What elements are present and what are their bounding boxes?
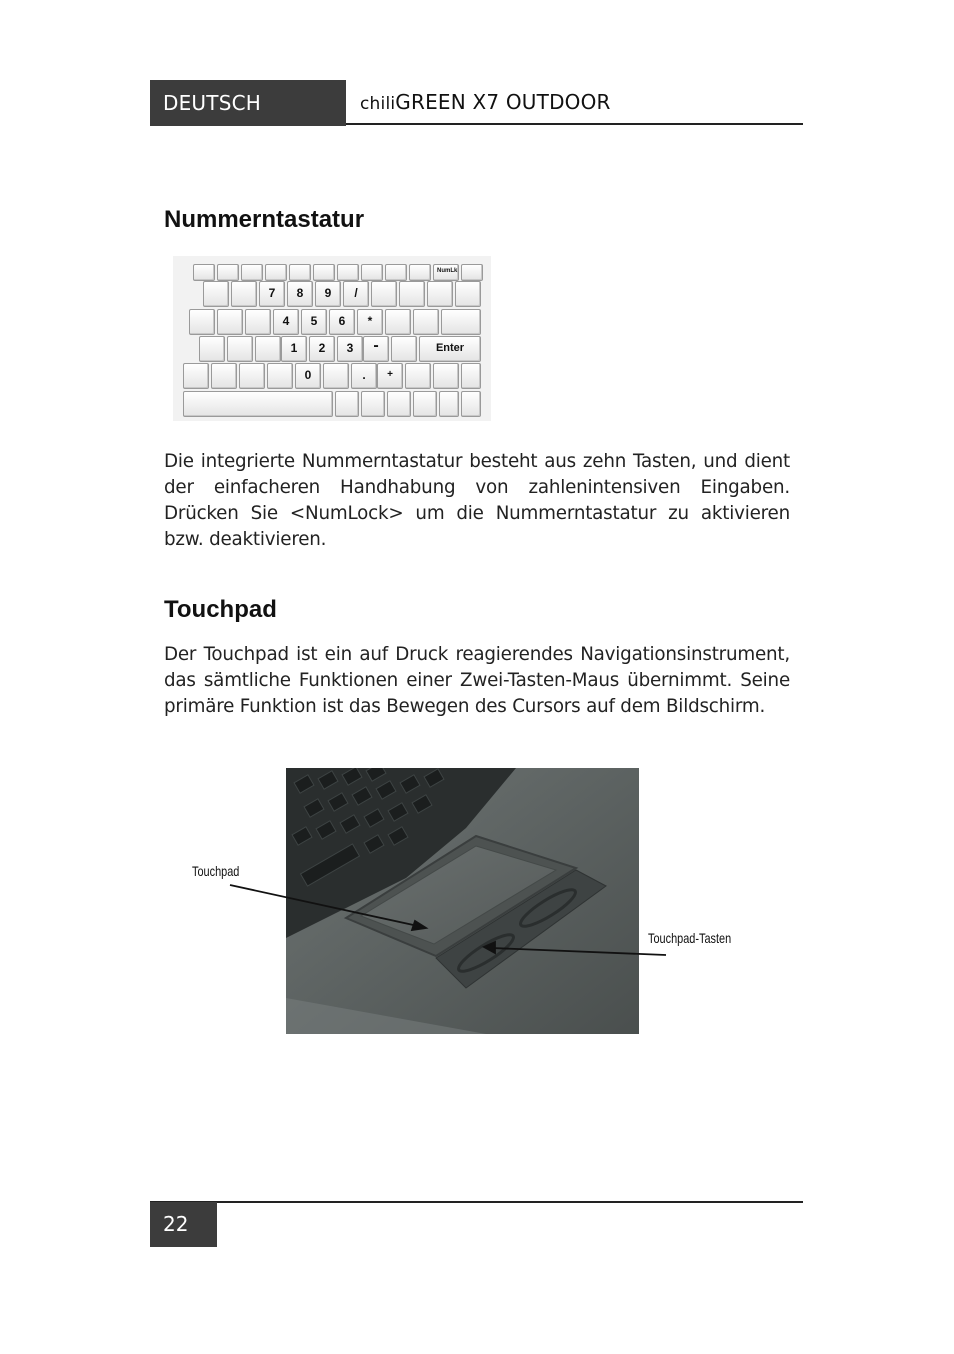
touchpad-photo-drawing [286,768,639,1034]
key-1: 1 [281,336,307,362]
key [461,363,481,389]
key-3: 3 [337,336,363,362]
key [323,363,349,389]
key [203,281,229,307]
key [189,309,215,335]
key-asterisk: * [357,309,383,335]
key-enter: Enter [419,336,481,362]
key-6: 6 [329,309,355,335]
key [413,309,439,335]
key-numlock: NumLk [433,264,459,281]
key [335,391,359,417]
key [231,281,257,307]
label-touchpad: Touchpad [192,863,240,879]
heading-nummerntastatur: Nummerntastatur [164,206,365,233]
key [337,264,359,281]
footer-rule [150,1201,803,1203]
key [265,264,287,281]
header-language-tab: DEUTSCH [150,80,346,126]
key-4: 4 [273,309,299,335]
title-rest: GREEN X7 OUTDOOR [395,90,611,114]
key-slash: / [343,281,369,307]
key-plus: + [377,363,403,389]
key [267,363,293,389]
key [455,281,481,307]
key-0: 0 [295,363,321,389]
key [413,391,437,417]
key [409,264,431,281]
paragraph-nummerntastatur: Die integrierte Nummerntastatur besteht aus zehn Tasten, und dient der einfacheren Handhabung von zahlenintensiven Eingaben. Drücken Sie <NumLock> um die Nummerntastatur zu aktivieren bzw. deaktivieren. [164,451,790,550]
key [245,309,271,335]
key [217,309,243,335]
key-7: 7 [259,281,285,307]
key [427,281,453,307]
key [239,363,265,389]
key [385,309,411,335]
numeric-keypad-illustration [173,256,491,421]
heading-touchpad: Touchpad [164,596,277,623]
key [371,281,397,307]
key [461,264,483,281]
paragraph-touchpad: Der Touchpad ist ein auf Druck reagierendes Navigationsinstrument, das sämtliche Funktionen einer Zwei-Tasten-Maus übernimmt. Seine primäre Funktion ist das Bewegen des Cursors auf dem Bildschirm. [164,644,790,717]
key [405,363,431,389]
key [289,264,311,281]
key [227,336,253,362]
key [217,264,239,281]
key-2: 2 [309,336,335,362]
key [255,336,281,362]
key [433,363,459,389]
key [441,309,481,335]
header-rule [346,123,803,125]
page-number: 22 [150,1202,217,1247]
key [241,264,263,281]
key [193,264,215,281]
key [183,363,209,389]
label-touchpad-buttons: Touchpad-Tasten [648,930,732,946]
key [211,363,237,389]
key-period: . [351,363,377,389]
key [391,336,417,362]
key-5: 5 [301,309,327,335]
key [387,391,411,417]
key [199,336,225,362]
key-minus: - [363,336,389,362]
key-spacebar [183,391,333,417]
key-8: 8 [287,281,313,307]
touchpad-photo [286,768,639,1034]
key [461,391,481,417]
key [439,391,459,417]
key-9: 9 [315,281,341,307]
header-product-title [360,80,611,124]
key [361,264,383,281]
title-prefix: chili [360,94,396,114]
key [313,264,335,281]
key [399,281,425,307]
key [361,391,385,417]
key [385,264,407,281]
